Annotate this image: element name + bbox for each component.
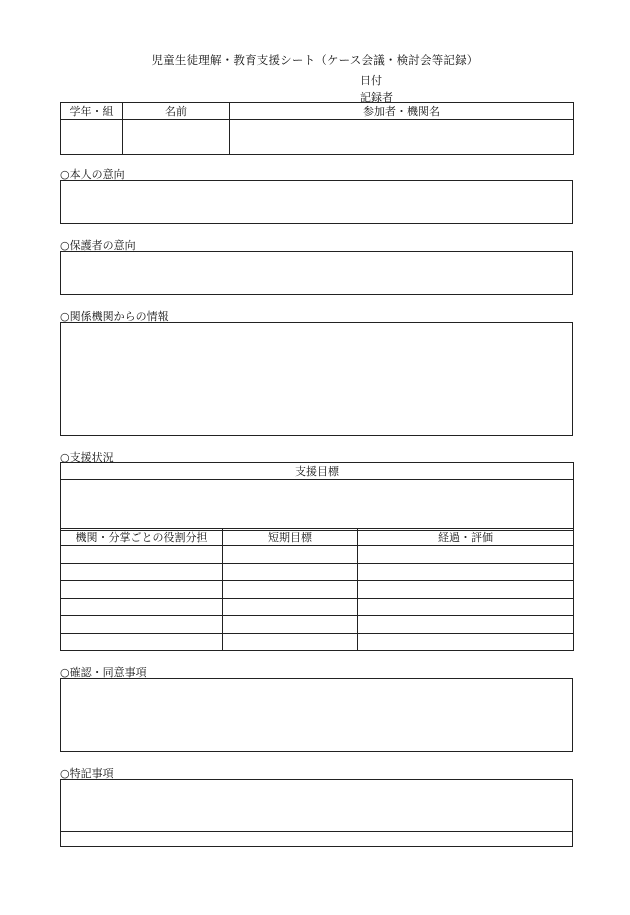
support-goal-table	[60, 462, 574, 531]
table-cell[interactable]	[223, 581, 358, 599]
header-short-term-goal: 短期目標	[223, 529, 358, 546]
table-cell[interactable]	[223, 563, 358, 581]
table-cell[interactable]	[223, 598, 358, 616]
name-cell[interactable]	[123, 120, 230, 155]
table-cell[interactable]	[61, 546, 223, 564]
table-cell[interactable]	[358, 546, 574, 564]
section-label-support-status: ○支援状況	[60, 451, 114, 464]
date-label: 日付	[360, 74, 382, 87]
table-cell[interactable]	[358, 563, 574, 581]
participants-cell[interactable]	[230, 120, 574, 155]
table-cell[interactable]	[61, 633, 223, 651]
table-cell[interactable]	[358, 598, 574, 616]
table-cell[interactable]	[223, 546, 358, 564]
table-cell[interactable]	[358, 633, 574, 651]
agency-info-box[interactable]	[60, 322, 573, 436]
header-progress-evaluation: 経過・評価	[358, 529, 574, 546]
section-label-intent-self: ○本人の意向	[60, 168, 125, 181]
special-notes-box[interactable]	[60, 779, 573, 847]
grade-class-cell[interactable]	[61, 120, 123, 155]
header-grade-class: 学年・組	[61, 103, 123, 120]
confirmation-box[interactable]	[60, 678, 573, 752]
section-label-agency-info: ○関係機関からの情報	[60, 310, 169, 323]
section-label-confirmation: ○確認・同意事項	[60, 666, 147, 679]
header-role-division: 機関・分掌ごとの役割分担	[61, 529, 223, 546]
intent-guardian-box[interactable]	[60, 251, 573, 295]
support-goal-cell[interactable]	[61, 480, 574, 531]
header-name: 名前	[123, 103, 230, 120]
table-cell[interactable]	[358, 581, 574, 599]
table-cell[interactable]	[61, 616, 223, 634]
participants-table	[60, 102, 574, 155]
table-cell[interactable]	[61, 581, 223, 599]
table-cell[interactable]	[61, 563, 223, 581]
table-cell[interactable]	[223, 616, 358, 634]
intent-self-box[interactable]	[60, 180, 573, 224]
recorder-label: 記録者	[360, 91, 393, 104]
support-role-table	[60, 528, 574, 651]
header-participants: 参加者・機関名	[230, 103, 574, 120]
table-cell[interactable]	[223, 633, 358, 651]
section-label-intent-guardian: ○保護者の意向	[60, 239, 136, 252]
section-label-special-notes: ○特記事項	[60, 767, 114, 780]
support-goal-header: 支援目標	[61, 463, 574, 480]
document-title: 児童生徒理解・教育支援シート（ケース会議・検討会等記録）	[151, 53, 479, 67]
table-cell[interactable]	[358, 616, 574, 634]
table-cell[interactable]	[61, 598, 223, 616]
special-notes-divider	[60, 831, 573, 832]
